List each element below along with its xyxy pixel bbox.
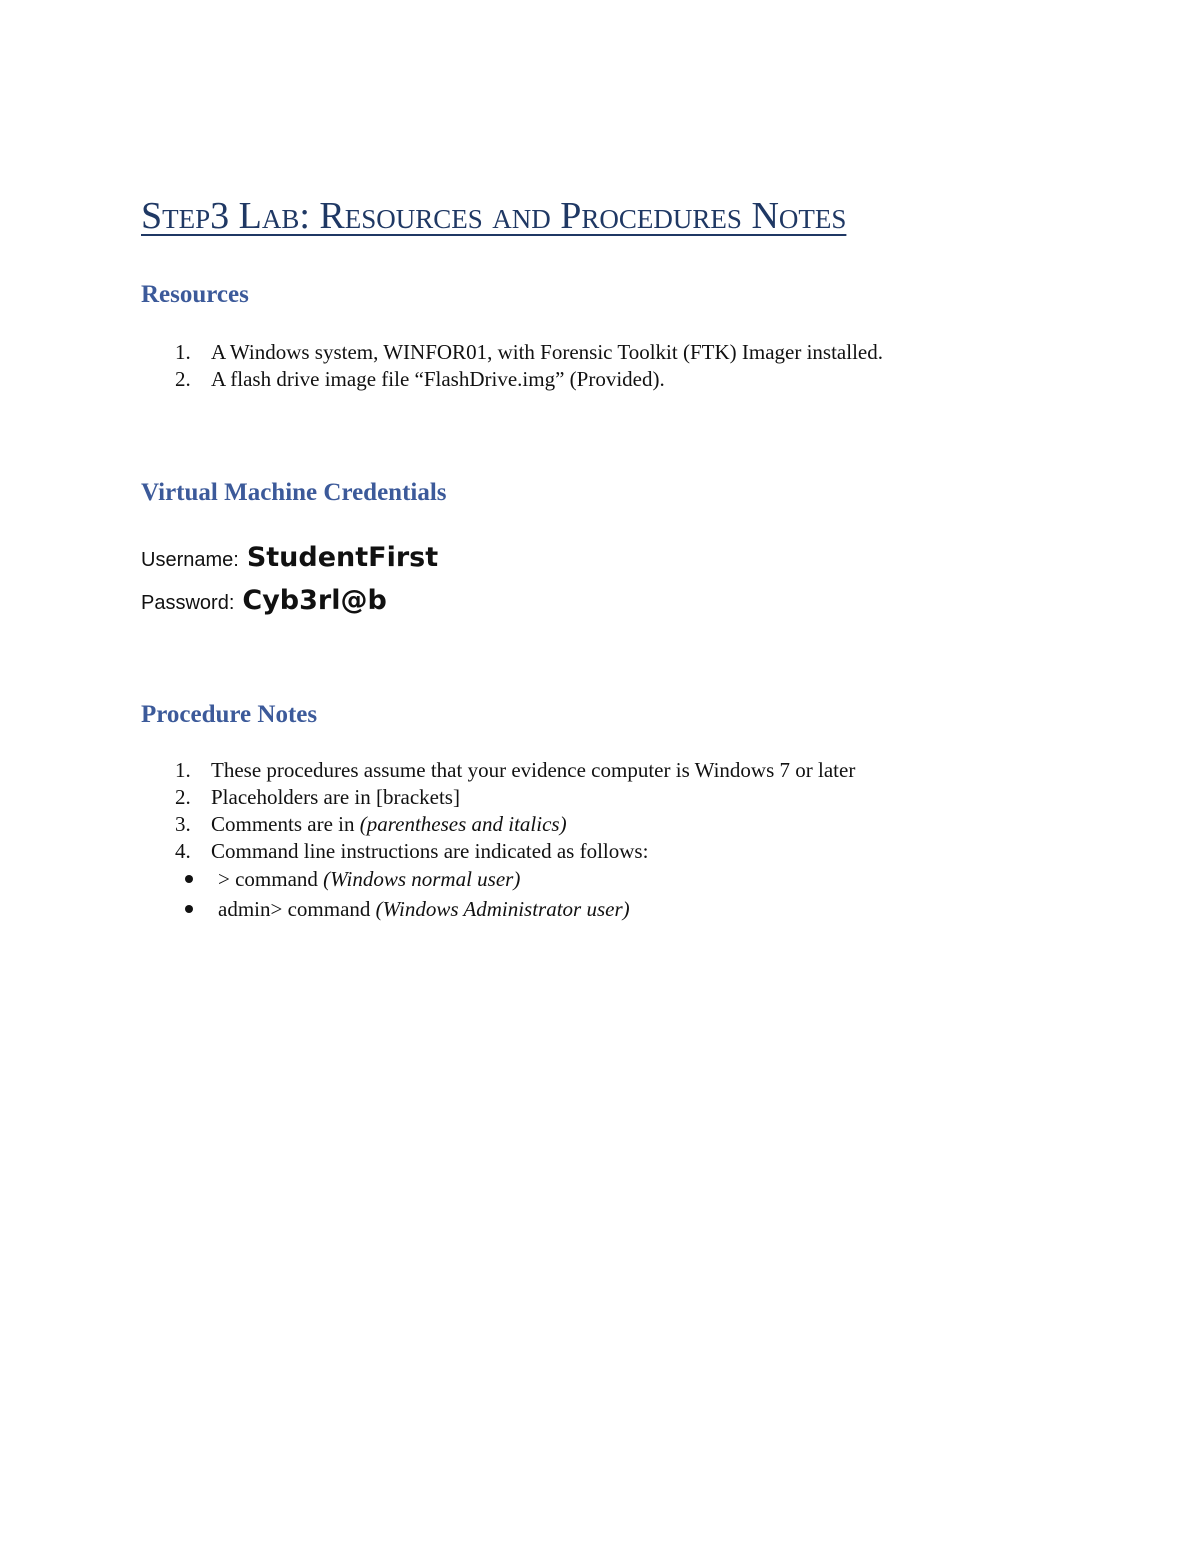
credentials-heading: Virtual Machine Credentials — [141, 479, 447, 506]
list-text: A flash drive image file “FlashDrive.img” (Provided). — [211, 367, 665, 391]
bullet-text-wrap — [218, 864, 520, 894]
bullet-note: (Windows normal user) — [323, 867, 521, 891]
username-line — [141, 542, 438, 573]
list-number: 1. — [175, 340, 191, 364]
document-title: Step3 Lab: Resources and Procedures Notes — [141, 195, 847, 237]
resources-heading: Resources — [141, 281, 249, 308]
list-text: Placeholders are in [brackets] — [211, 785, 460, 809]
bullet-text: admin> command — [218, 897, 376, 921]
list-number: 1. — [175, 758, 191, 782]
bullet-note: (Windows Administrator user) — [375, 897, 630, 921]
password-line — [141, 585, 387, 616]
password-label: Password: — [141, 592, 235, 614]
list-number: 2. — [175, 367, 191, 391]
username-label: Username: — [141, 549, 239, 571]
bullet-icon — [185, 905, 193, 913]
password-value: Cyb3rl@b — [242, 585, 387, 616]
list-text-wrap — [211, 811, 567, 838]
list-text: These procedures assume that your evidence computer is Windows 7 or later — [211, 758, 856, 782]
list-text: Comments are in — [211, 812, 360, 836]
list-number: 3. — [175, 812, 191, 836]
list-number: 4. — [175, 839, 191, 863]
list-note: (parentheses and italics) — [359, 812, 567, 836]
procedure-heading: Procedure Notes — [141, 701, 318, 728]
list-text: A Windows system, WINFOR01, with Forensic Toolkit (FTK) Imager installed. — [211, 340, 883, 364]
list-text: Command line instructions are indicated as follows: — [211, 839, 649, 863]
bullet-text: > command — [218, 867, 324, 891]
list-number: 2. — [175, 785, 191, 809]
bullet-text-wrap — [218, 894, 630, 924]
bullet-icon — [185, 875, 193, 883]
username-value: StudentFirst — [246, 542, 439, 573]
